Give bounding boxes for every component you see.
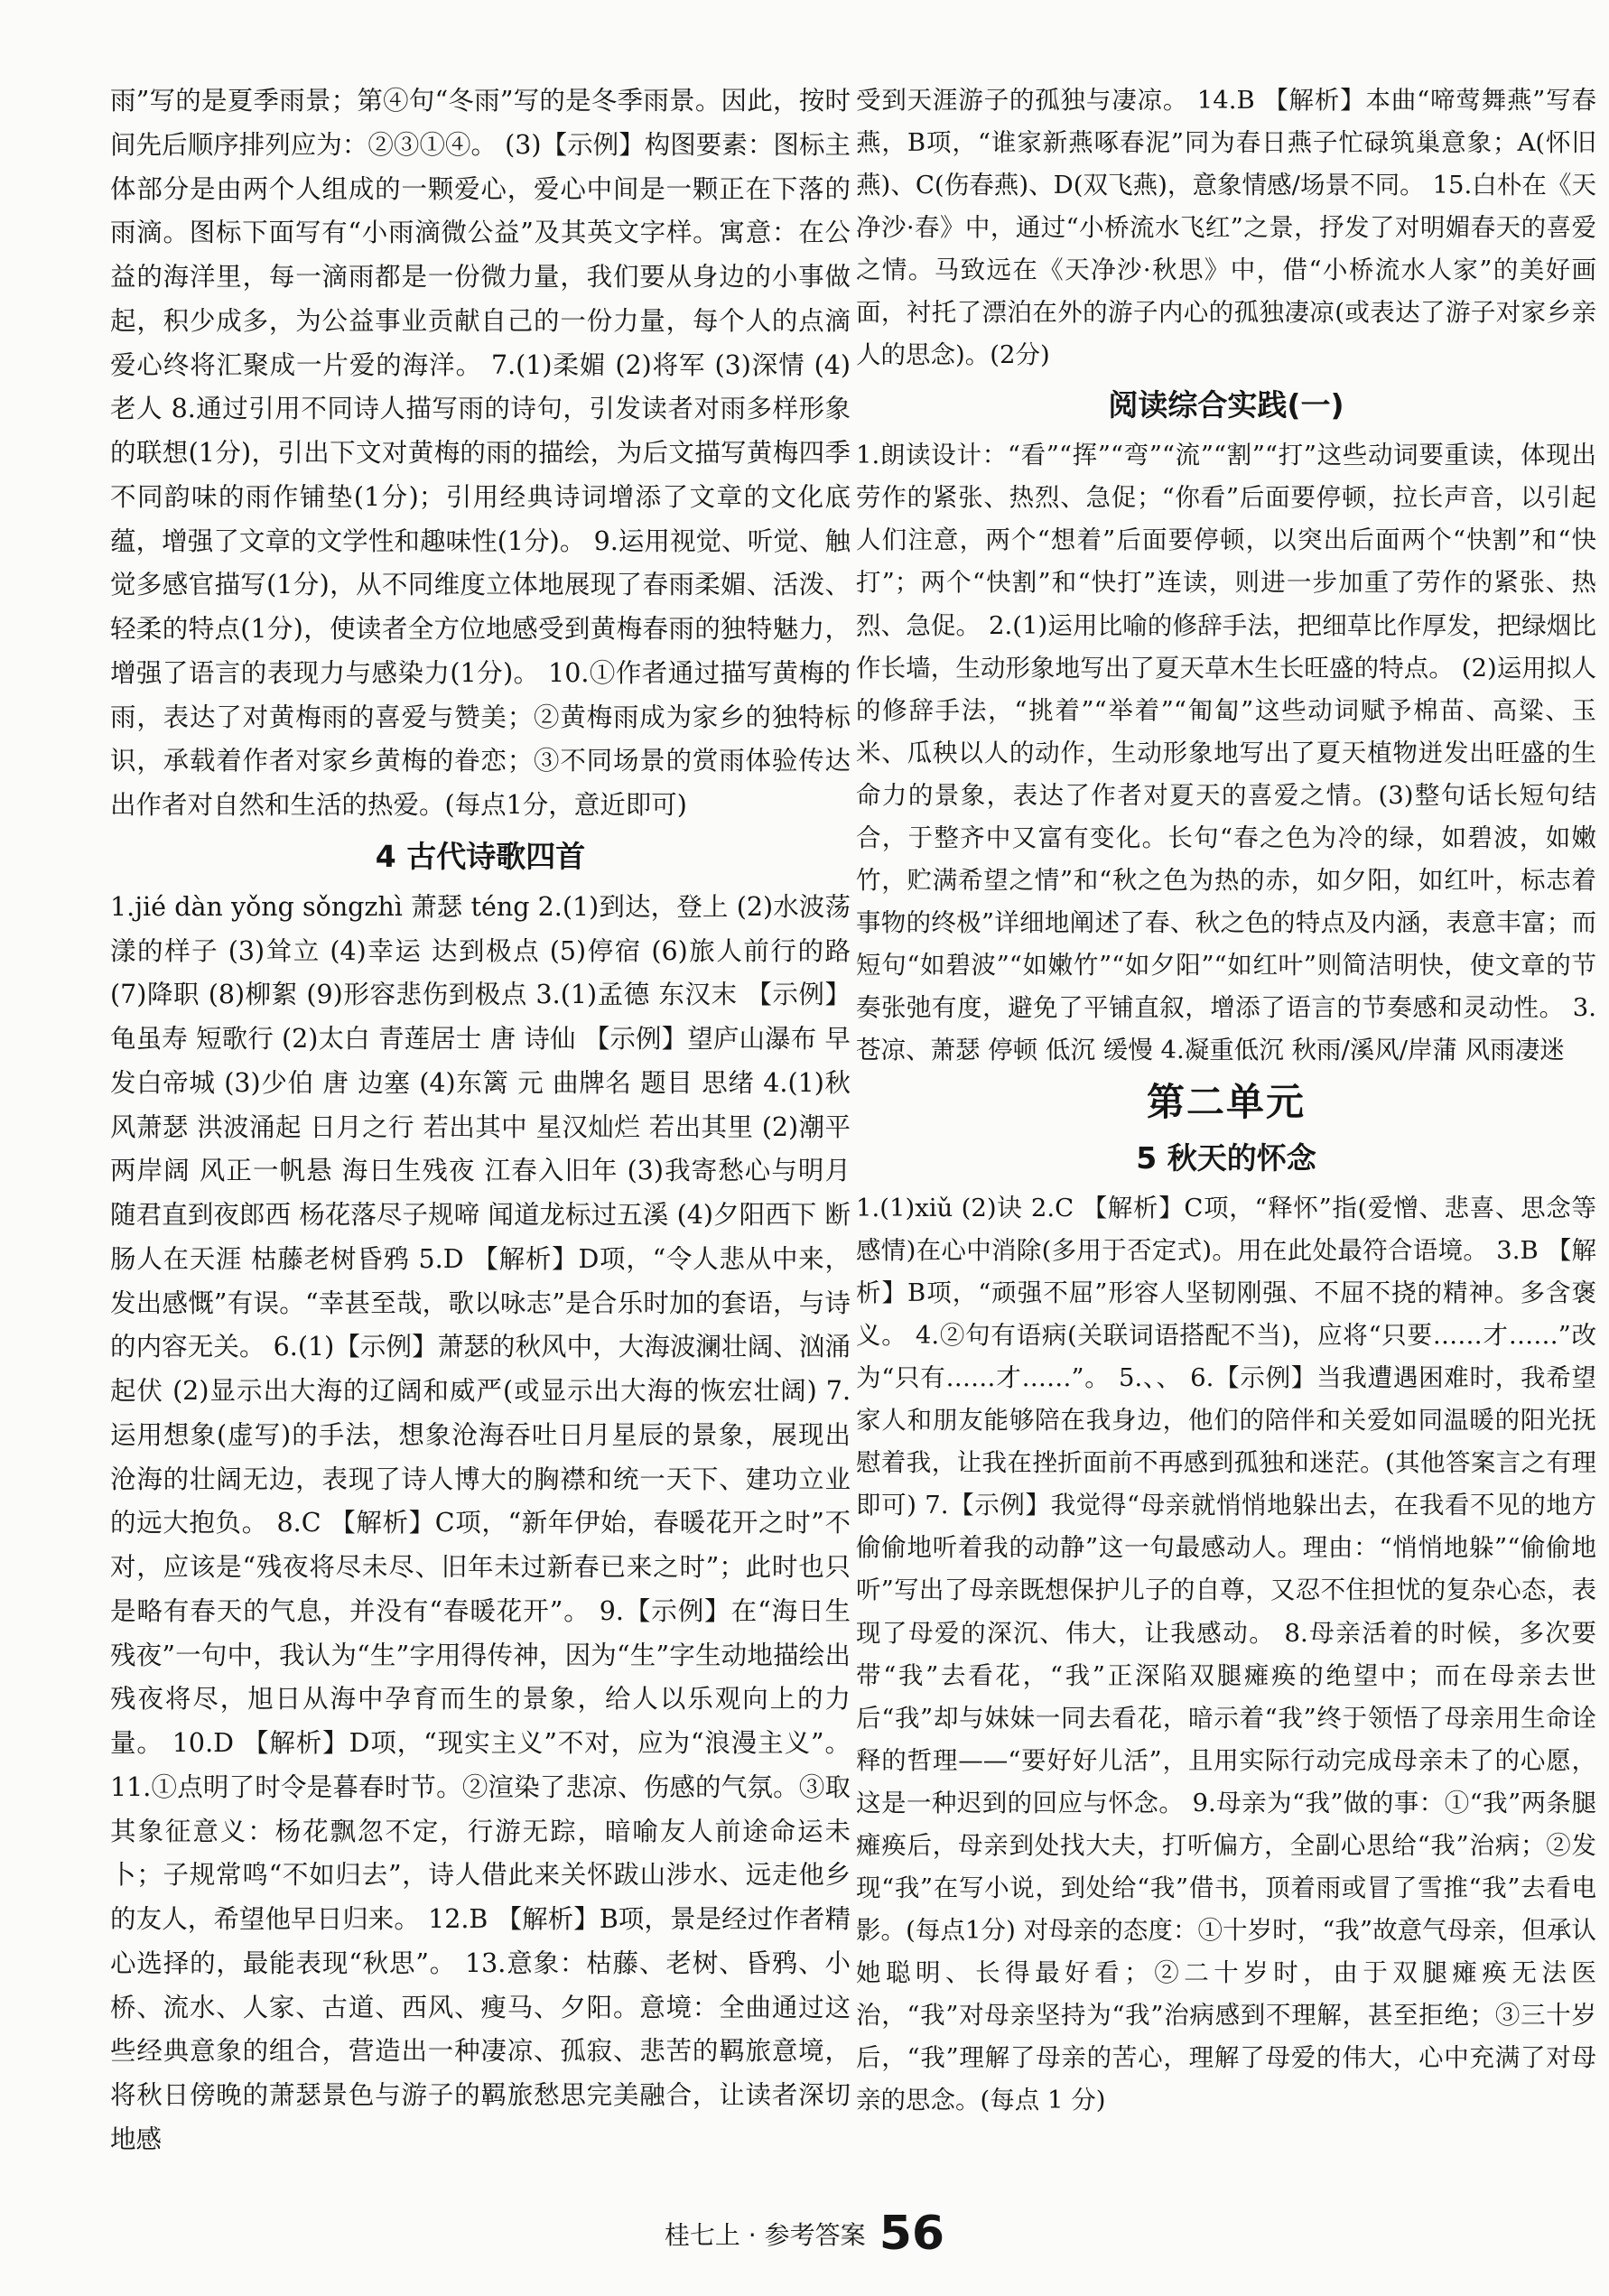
right-para-1: 受到天涯游子的孤独与凄凉。 14.B 【解析】本曲“啼莺舞燕”写春燕，B项，“谁家新燕啄春泥”同为春日燕子忙碌筑巢意象；A(怀旧燕)、C(伤春燕)、D(双飞燕)，意象情感/场景不同。 15.白朴在《天净沙·春》中，通过“小桥流水飞红”之景，抒发了对明媚春天的喜爱之情。马致远在《天净沙·秋思》中，借“小桥流水人家”的美好画面，衬托了漂泊在外的游子内心的孤独凄凉(或表达了游子对家乡亲人的思念)。(2分)	[856, 86, 1596, 370]
page-footer	[0, 2207, 1609, 2261]
left-column	[110, 79, 851, 2162]
right-column	[856, 79, 1596, 2122]
right-para-3: 1.(1)xiǔ (2)诀 2.C 【解析】C项，“释怀”指(爱憎、悲喜、思念等感情)在心中消除(多用于否定式)。用在此处最符合语境。 3.B 【解析】B项，“顽强不屈”形容人坚韧刚强、不屈不挠的精神。多含褒义。 4.②句有语病(关联词语搭配不当)，应将“只要……才……”改为“只有……才……”。 5.、、 6.【示例】当我遭遇困难时，我希望家人和朋友能够陪在我身边，他们的陪伴和关爱如同温暖的阳光抚慰着我，让我在挫折面前不再感到孤独和迷茫。(其他答案言之有理即可) 7.【示例】我觉得“母亲就悄悄地躲出去，在我看不见的地方偷偷地听着我的动静”这一句最感动人。理由：“悄悄地躲”“偷偷地听”写出了母亲既想保护儿子的自尊，又忍不住担忧的复杂心态，表现了母爱的深沉、伟大，让我感动。 8.母亲活着的时候，多次要带“我”去看花，“我”正深陷双腿瘫痪的绝望中；而在母亲去世后“我”却与妹妹一同去看花，暗示着“我”终于领悟了母亲用生命诠释的哲理——“要好好儿活”，且用实际行动完成母亲未了的心愿，这是一种迟到的回应与怀念。 9.母亲为“我”做的事：①“我”两条腿瘫痪后，母亲到处找大夫，打听偏方，全副心思给“我”治病；②发现“我”在写小说，到处给“我”借书，顶着雨或冒了雪推“我”去看电影。(每点1分) 对母亲的态度：①十岁时，“我”故意气母亲，但承认她聪明、长得最好看；②二十岁时，由于双腿瘫痪无法医治，“我”对母亲坚持为“我”治病感到不理解，甚至拒绝；③三十岁后，“我”理解了母亲的苦心，理解了母爱的伟大，心中充满了对母亲的思念。(每点 1 分)	[856, 1194, 1596, 2115]
left-para-2: 1.jié dàn yǒng sǒngzhì 萧瑟 téng 2.(1)到达，登上 (2)水波荡漾的样子 (3)耸立 (4)幸运 达到极点 (5)停宿 (6)旅人前行的路 (7)降职 (8)柳絮 (9)形容悲伤到极点 3.(1)孟德 东汉末 【示例】龟虽寿 短歌行 (2)太白 青莲居士 唐 诗仙 【示例】望庐山瀑布 早发白帝城 (3)少伯 唐 边塞 (4)东篱 元 曲牌名 题目 思绪 4.(1)秋风萧瑟 洪波涌起 日月之行 若出其中 星汉灿烂 若出其里 (2)潮平两岸阔 风正一帆悬 海日生残夜 江春入旧年 (3)我寄愁心与明月 随君直到夜郎西 杨花落尽子规啼 闻道龙标过五溪 (4)夕阳西下 断肠人在天涯 枯藤老树昏鸦 5.D 【解析】D项，“令人悲从中来，发出感慨”有误。“幸甚至哉，歌以咏志”是合乐时加的套语，与诗的内容无关。 6.(1)【示例】萧瑟的秋风中，大海波澜壮阔、汹涌起伏 (2)显示出大海的辽阔和威严(或显示出大海的恢宏壮阔) 7.运用想象(虚写)的手法，想象沧海吞吐日月星辰的景象，展现出沧海的壮阔无边，表现了诗人博大的胸襟和统一天下、建功立业的远大抱负。 8.C 【解析】C项，“新年伊始，春暖花开之时”不对，应该是“残夜将尽未尽、旧年未过新春已来之时”；此时也只是略有春天的气息，并没有“春暖花开”。 9.【示例】在“海日生残夜”一句中，我认为“生”字用得传神，因为“生”字生动地描绘出残夜将尽，旭日从海中孕育而生的景象，给人以乐观向上的力量。 10.D 【解析】D项，“现实主义”不对，应为“浪漫主义”。 11.①点明了时令是暮春时节。②渲染了悲凉、伤感的气氛。③取其象征意义：杨花飘忽不定，行游无踪，暗喻友人前途命运未卜；子规常鸣“不如归去”，诗人借此来关怀跋山涉水、远走他乡的友人，希望他早日归来。 12.B 【解析】B项，景是经过作者精心选择的，最能表现“秋思”。 13.意象：枯藤、老树、昏鸦、小桥、流水、人家、古道、西风、瘦马、夕阳。意境：全曲通过这些经典意象的组合，营造出一种凄凉、孤寂、悲苦的羁旅意境，将秋日傍晚的萧瑟景色与游子的羁旅愁思完美融合，让读者深切地感	[110, 891, 851, 2154]
section-title-ancient-poems: 4 古代诗歌四首	[375, 838, 586, 874]
page-number: 56	[879, 2207, 945, 2261]
unit-title: 第二单元	[1146, 1080, 1306, 1125]
right-para-2: 1.朗读设计：“看”“挥”“弯”“流”“割”“打”这些动词要重读，体现出劳作的紧张、热烈、急促；“你看”后面要停顿，拉长声音，以引起人们注意，两个“想着”后面要停顿，以突出后面两个“快割”和“快打”；两个“快割”和“快打”连读，则进一步加重了劳作的紧张、热烈、急促。 2.(1)运用比喻的修辞手法，把细草比作厚发，把绿烟比作长墙，生动形象地写出了夏天草木生长旺盛的特点。 (2)运用拟人的修辞手法，“挑着”“举着”“匍匐”这些动词赋予棉苗、高粱、玉米、瓜秧以人的动作，生动形象地写出了夏天植物迸发出旺盛的生命力的景象，表达了作者对夏天的喜爱之情。(3)整句话长短句结合，于整齐中又富有变化。长句“春之色为冷的绿，如碧波，如嫩竹，贮满希望之情”和“秋之色为热的赤，如夕阳，如红叶，标志着事物的终极”详细地阐述了春、秋之色的特点及内涵，表意丰富；而短句“如碧波”“如嫩竹”“如夕阳”“如红叶”则简洁明快，使文章的节奏张弛有度，避免了平铺直叙，增添了语言的节奏感和灵动性。 3.苍凉、萧瑟 停顿 低沉 缓慢 4.凝重低沉 秋雨/溪风/岸蒲 风雨凄迷	[856, 441, 1596, 1064]
section-title-reading-practice: 阅读综合实践(一)	[1108, 387, 1344, 423]
section-title-autumn-memory: 5 秋天的怀念	[1136, 1140, 1316, 1176]
left-para-1: 雨”写的是夏季雨景；第④句“冬雨”写的是冬季雨景。因此，按时间先后顺序排列应为：②③①④。 (3)【示例】构图要素：图标主体部分是由两个人组成的一颗爱心，爱心中间是一颗正在下落的雨滴。图标下面写有“小雨滴微公益”及其英文字样。寓意：在公益的海洋里，每一滴雨都是一份微力量，我们要从身边的小事做起，积少成多，为公益事业贡献自己的一份力量，每个人的点滴爱心终将汇聚成一片爱的海洋。 7.(1)柔媚 (2)将军 (3)深情 (4)老人 8.通过引用不同诗人描写雨的诗句，引发读者对雨多样形象的联想(1分)，引出下文对黄梅的雨的描绘，为后文描写黄梅四季不同韵味的雨作铺垫(1分)；引用经典诗词增添了文章的文化底蕴，增强了文章的文学性和趣味性(1分)。 9.运用视觉、听觉、触觉多感官描写(1分)，从不同维度立体地展现了春雨柔媚、活泼、轻柔的特点(1分)，使读者全方位地感受到黄梅春雨的独特魅力，增强了语言的表现力与感染力(1分)。 10.①作者通过描写黄梅的雨，表达了对黄梅雨的喜爱与赞美；②黄梅雨成为家乡的独特标识，承载着作者对家乡黄梅的眷恋；③不同场景的赏雨体验传达出作者对自然和生活的热爱。(每点1分，意近即可)	[110, 86, 851, 820]
footer-label: 桂七上 · 参考答案	[664, 2220, 866, 2250]
